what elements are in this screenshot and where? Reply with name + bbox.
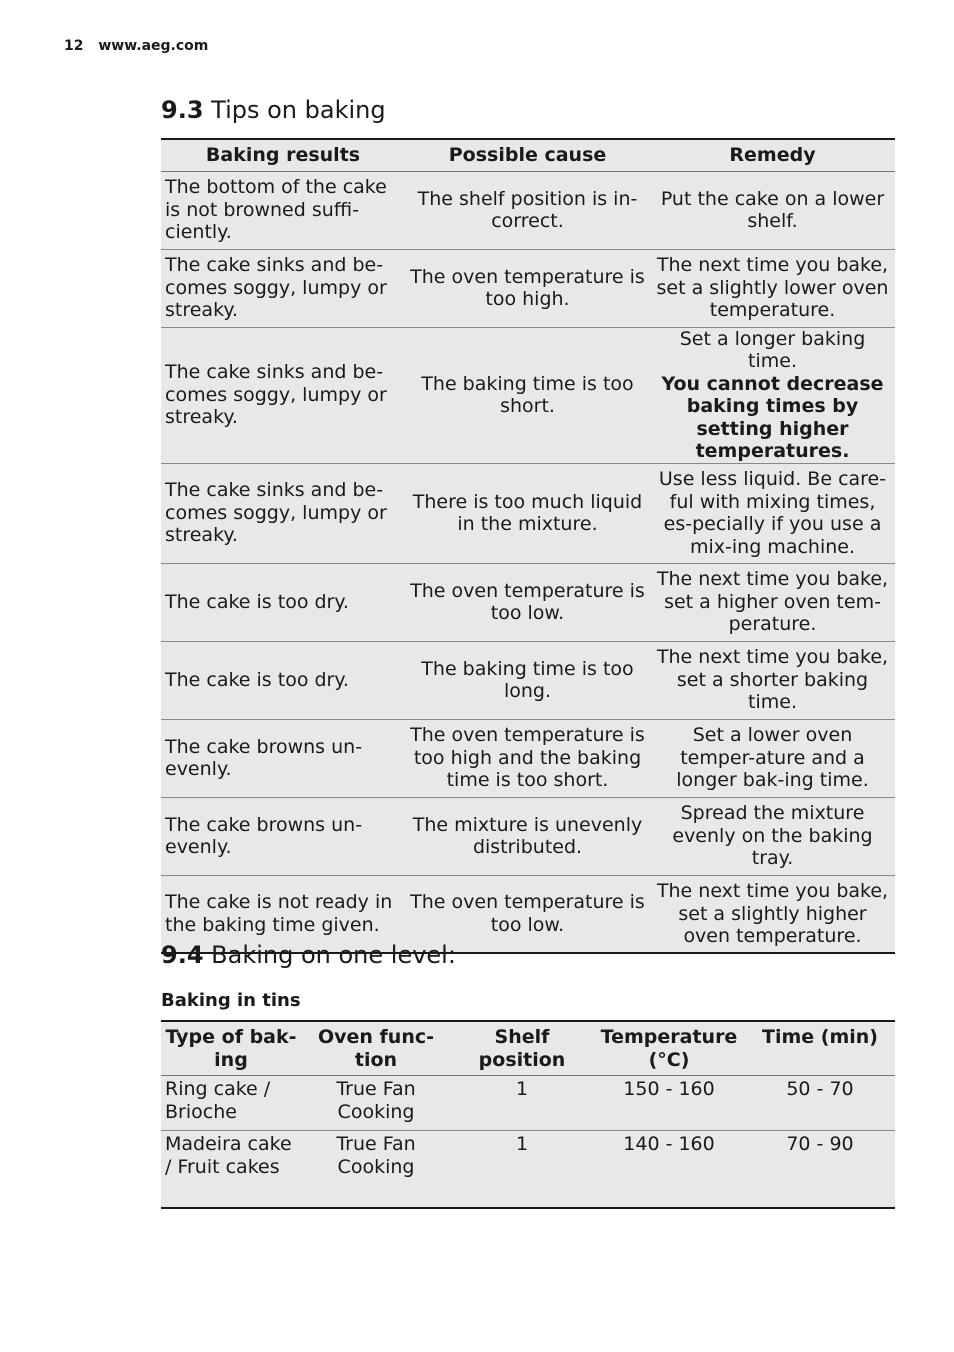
section-heading: Baking on one level: bbox=[211, 941, 456, 969]
possible-cause: The shelf position is in-correct. bbox=[405, 171, 650, 249]
baking-result: The cake sinks and be-comes soggy, lumpy or streaky. bbox=[161, 463, 405, 563]
section-number: 9.3 bbox=[161, 96, 204, 124]
table-row bbox=[161, 327, 895, 463]
section-title-tips bbox=[161, 96, 386, 124]
table-row bbox=[161, 463, 895, 563]
column-header: Remedy bbox=[650, 139, 895, 171]
possible-cause: There is too much liquid in the mixture. bbox=[405, 463, 650, 563]
table-row bbox=[161, 1131, 895, 1208]
possible-cause: The mixture is unevenly distributed. bbox=[405, 797, 650, 875]
column-header: Shelf position bbox=[451, 1021, 593, 1076]
time: 70 - 90 bbox=[745, 1131, 895, 1208]
page-header bbox=[64, 38, 208, 54]
oven-function: True Fan Cooking bbox=[301, 1131, 451, 1208]
table-row bbox=[161, 1076, 895, 1131]
column-header: Possible cause bbox=[405, 139, 650, 171]
remedy: The next time you bake, set a slightly lower oven temperature. bbox=[650, 249, 895, 327]
remedy-warning: You cannot decrease baking times by setting higher temperatures. bbox=[661, 372, 884, 462]
temperature: 150 - 160 bbox=[593, 1076, 745, 1131]
possible-cause: The baking time is too short. bbox=[405, 327, 650, 463]
remedy: The next time you bake, set a shorter baking time. bbox=[650, 641, 895, 719]
remedy: Put the cake on a lower shelf. bbox=[650, 171, 895, 249]
possible-cause: The oven temperature is too low. bbox=[405, 563, 650, 641]
table-header-row bbox=[161, 1021, 895, 1076]
baking-type: Madeira cake / Fruit cakes bbox=[161, 1131, 301, 1208]
baking-type: Ring cake / Brioche bbox=[161, 1076, 301, 1131]
remedy: Spread the mixture evenly on the baking tray. bbox=[650, 797, 895, 875]
column-header: Oven func-tion bbox=[301, 1021, 451, 1076]
column-header: Time (min) bbox=[745, 1021, 895, 1076]
remedy-cell bbox=[650, 327, 895, 463]
section-title-one-level bbox=[161, 941, 456, 969]
baking-result: The cake browns un-evenly. bbox=[161, 797, 405, 875]
table-row bbox=[161, 249, 895, 327]
section-number: 9.4 bbox=[161, 941, 204, 969]
tips-table bbox=[161, 138, 895, 954]
page-number: 12 bbox=[64, 38, 84, 54]
table-header-row bbox=[161, 139, 895, 171]
site-url[interactable]: www.aeg.com bbox=[98, 38, 209, 54]
baking-in-tins-table bbox=[161, 1020, 895, 1209]
sub-title-baking-in-tins: Baking in tins bbox=[161, 990, 301, 1011]
possible-cause: The oven temperature is too high and the baking time is too short. bbox=[405, 719, 650, 797]
remedy: Use less liquid. Be care-ful with mixing times, es-pecially if you use a mix-ing machine. bbox=[650, 463, 895, 563]
section-heading: Tips on baking bbox=[211, 96, 386, 124]
table-row bbox=[161, 171, 895, 249]
baking-result: The cake is too dry. bbox=[161, 563, 405, 641]
column-header: Temperature (°C) bbox=[593, 1021, 745, 1076]
table-row bbox=[161, 797, 895, 875]
remedy: Set a lower oven temper-ature and a longer bak-ing time. bbox=[650, 719, 895, 797]
remedy: Set a longer baking time. bbox=[679, 327, 866, 372]
baking-result: The cake is too dry. bbox=[161, 641, 405, 719]
remedy: The next time you bake, set a slightly higher oven temperature. bbox=[650, 875, 895, 953]
shelf-position: 1 bbox=[451, 1131, 593, 1208]
baking-result: The cake sinks and be-comes soggy, lumpy or streaky. bbox=[161, 327, 405, 463]
table-row bbox=[161, 563, 895, 641]
column-header: Baking results bbox=[161, 139, 405, 171]
time: 50 - 70 bbox=[745, 1076, 895, 1131]
table-row bbox=[161, 641, 895, 719]
baking-result: The cake is not ready in the baking time given. bbox=[161, 875, 405, 953]
shelf-position: 1 bbox=[451, 1076, 593, 1131]
column-header: Type of bak-ing bbox=[161, 1021, 301, 1076]
baking-result: The cake sinks and be-comes soggy, lumpy or streaky. bbox=[161, 249, 405, 327]
possible-cause: The oven temperature is too high. bbox=[405, 249, 650, 327]
oven-function: True Fan Cooking bbox=[301, 1076, 451, 1131]
table-row bbox=[161, 719, 895, 797]
possible-cause: The baking time is too long. bbox=[405, 641, 650, 719]
baking-result: The bottom of the cake is not browned suffi-ciently. bbox=[161, 171, 405, 249]
baking-result: The cake browns un-evenly. bbox=[161, 719, 405, 797]
temperature: 140 - 160 bbox=[593, 1131, 745, 1208]
possible-cause: The oven temperature is too low. bbox=[405, 875, 650, 953]
remedy: The next time you bake, set a higher oven tem-perature. bbox=[650, 563, 895, 641]
